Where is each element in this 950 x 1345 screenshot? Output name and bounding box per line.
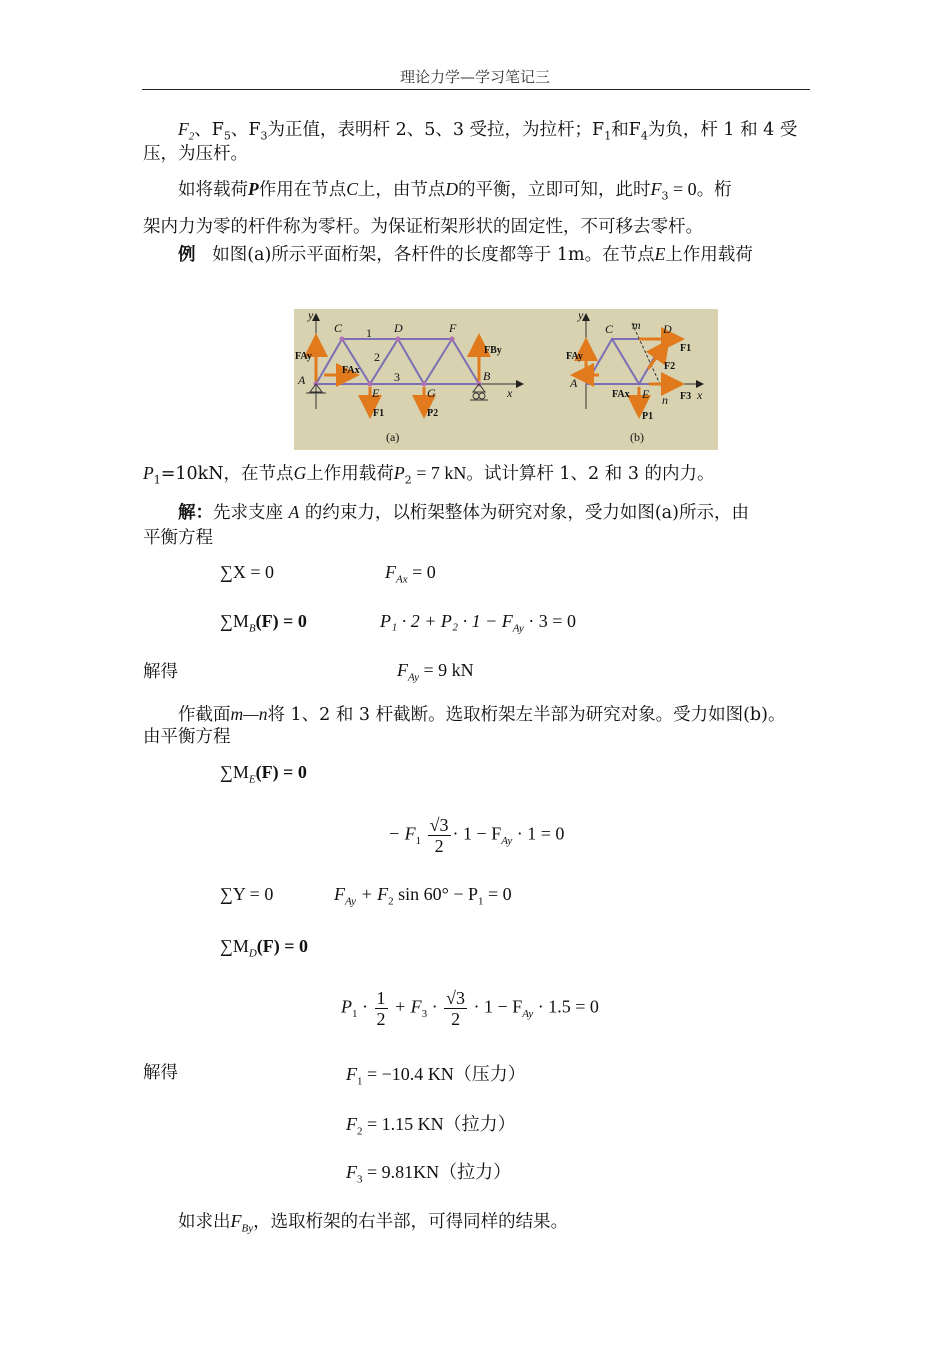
result-f3: $F_3 = 9.81KN$（拉力） bbox=[346, 1162, 512, 1186]
svg-text:D: D bbox=[394, 321, 403, 335]
svg-text:G: G bbox=[427, 386, 436, 400]
paragraph-6-line-1: 作截面m—n将 1、2 和 3 杆截断。选取桁架左半部为研究对象。受力如图(b)。 bbox=[178, 704, 786, 725]
truss-diagram bbox=[294, 309, 718, 450]
paragraph-1-line-2: 压，为压杆。 bbox=[143, 144, 248, 164]
equation-sum-y: ∑Y = 0 bbox=[220, 884, 274, 904]
equation-moment-b-expanded: $P_1 \cdot 2 + P_2 \cdot 1 - F_{Ay} \cdot 3 = 0$ bbox=[380, 611, 576, 635]
svg-text:n: n bbox=[662, 393, 668, 407]
svg-text:FAy: FAy bbox=[566, 351, 583, 362]
equation-fax: $F_{Ax} = 0$ bbox=[385, 562, 436, 586]
solution-intro-line-1: 解：先求支座 A 的约束力，以桁架整体为研究对象，受力如图(a)所示，由 bbox=[178, 502, 749, 523]
svg-text:(b): (b) bbox=[630, 430, 644, 444]
paragraph-4: $P_1=10kN$，在节点G上作用载荷$P_2 = 7$ kN。试计算杆 1、2 和 3 的内力。 bbox=[143, 463, 715, 487]
svg-text:FAy: FAy bbox=[295, 351, 312, 362]
equation-moment-b: $\sum M_B(F) = 0$ bbox=[220, 611, 307, 635]
svg-text:m: m bbox=[632, 318, 641, 332]
equation-sum-x: ∑X = 0 bbox=[220, 562, 274, 582]
paragraph-2-line-1: 如将载荷P作用在节点C上，由节点D的平衡，立即可知，此时$F_3 = 0$。桁 bbox=[178, 179, 732, 203]
example-intro: 例 如图(a)所示平面桁架，各杆件的长度都等于 1m。在节点E上作用载荷 bbox=[178, 244, 753, 265]
svg-text:2: 2 bbox=[374, 350, 380, 364]
svg-text:x: x bbox=[697, 388, 703, 402]
svg-text:x: x bbox=[507, 386, 513, 400]
svg-text:y: y bbox=[578, 309, 584, 322]
svg-text:1: 1 bbox=[366, 326, 372, 340]
svg-text:C: C bbox=[605, 322, 614, 336]
solution-1-label: 解得 bbox=[143, 662, 178, 682]
svg-text:E: E bbox=[642, 387, 650, 401]
solution-1-fay: $F_{Ay} = 9$ kN bbox=[397, 660, 474, 684]
paragraph-6-line-2: 由平衡方程 bbox=[143, 727, 231, 747]
figure-b bbox=[566, 309, 703, 444]
svg-text:FBy: FBy bbox=[484, 345, 502, 356]
svg-text:y: y bbox=[308, 309, 314, 322]
equation-moment-d: $\sum M_D(F) = 0$ bbox=[220, 936, 309, 960]
svg-text:F1: F1 bbox=[680, 343, 692, 354]
svg-text:E: E bbox=[372, 386, 380, 400]
svg-text:C: C bbox=[334, 321, 343, 335]
paragraph-2-line-2: 架内力为零的杆件称为零杆。为保证桁架形状的固定性，不可移去零杆。 bbox=[143, 217, 703, 237]
svg-text:3: 3 bbox=[394, 370, 400, 384]
svg-text:(a): (a) bbox=[386, 430, 400, 444]
truss-figure bbox=[294, 309, 718, 450]
equation-moment-d-expanded: $P_1$ · $\frac{1}{2}$ + $F_3$ · $\frac{√3}{2}$ · $1 - F_{Ay} \cdot 1.5 = 0$ bbox=[341, 988, 599, 1029]
figure-a bbox=[295, 309, 522, 444]
equation-moment-e: $\sum M_E(F) = 0$ bbox=[220, 762, 307, 786]
solution-2-label: 解得 bbox=[143, 1063, 178, 1083]
result-f1: $F_1 = -10.4$ KN（压力） bbox=[346, 1064, 526, 1088]
svg-text:P1: P1 bbox=[642, 411, 654, 422]
svg-text:F3: F3 bbox=[680, 391, 692, 402]
svg-text:F1: F1 bbox=[373, 408, 385, 419]
result-f2: $F_2 = 1.15$ KN（拉力） bbox=[346, 1114, 516, 1138]
svg-text:D: D bbox=[663, 322, 672, 336]
paragraph-1-line-1: $F_2$、$F_5$、$F_3$为正值，表明杆 2、5、3 受拉，为拉杆；$F_1$和$F_4$为负，杆 1 和 4 受 bbox=[178, 119, 798, 143]
equation-sum-y-expanded: $F_{Ay} + F_2$ $\sin 60^\circ - P_1 = 0$ bbox=[334, 884, 512, 908]
svg-text:F2: F2 bbox=[664, 361, 676, 372]
svg-text:A: A bbox=[298, 373, 306, 387]
svg-text:F: F bbox=[449, 321, 457, 335]
page-header: 理论力学—学习笔记三 bbox=[399, 68, 550, 86]
svg-text:P2: P2 bbox=[427, 408, 439, 419]
svg-text:B: B bbox=[483, 369, 491, 383]
closing-paragraph: 如求出$F_{By}$，选取桁架的右半部，可得同样的结果。 bbox=[178, 1211, 569, 1235]
equation-moment-e-expanded: − $F_1$ $\frac{√3}{2}$ · $1 - F_{Ay} \cdot 1 = 0$ bbox=[388, 815, 565, 856]
solution-intro-line-2: 平衡方程 bbox=[143, 528, 213, 548]
svg-text:A: A bbox=[570, 376, 578, 390]
header-rule bbox=[142, 89, 810, 90]
svg-text:FAx: FAx bbox=[612, 389, 630, 400]
svg-text:FAx: FAx bbox=[342, 365, 360, 376]
